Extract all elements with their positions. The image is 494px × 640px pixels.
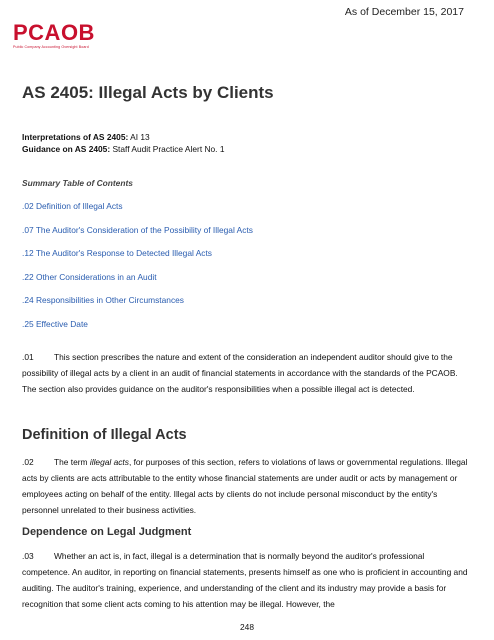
paragraph-text-before: The term xyxy=(54,457,90,467)
logo-wordmark: PCAOB xyxy=(13,20,95,45)
paragraph-text: Whether an act is, in fact, illegal is a determination that is normally beyond the auditor's professional competence. An auditor, in reporting on financial statements, presents himself as one who is proficient in accounting and auditing. The auditor's training, experience, and understanding of the client and its industry may provide a basis for recognition that some client acts coming to his attention may be illegal. However, the xyxy=(22,551,468,609)
paragraph-number: .02 xyxy=(22,457,34,467)
logo-subtitle: Public Company Accounting Oversight Board xyxy=(13,45,89,49)
paragraph-number: .01 xyxy=(22,352,34,362)
table-of-contents xyxy=(22,201,253,342)
toc-link-responsibilities[interactable]: .24 Responsibilities in Other Circumstances xyxy=(22,295,184,305)
subsection-heading-dependence: Dependence on Legal Judgment xyxy=(22,526,192,538)
paragraph-text: This section prescribes the nature and extent of the consideration an independent auditor should give to the possibility of illegal acts by a client in an audit of financial statements in accordance with the standards of the PCAOB. The section also provides guidance on the auditor's responsibilities when a possible illegal act is detected. xyxy=(22,352,458,394)
page-number: 248 xyxy=(240,622,254,632)
paragraph-02 xyxy=(22,454,474,518)
page-title: AS 2405: Illegal Acts by Clients xyxy=(22,83,274,102)
toc-link-consideration[interactable]: .07 The Auditor's Consideration of the Possibility of Illegal Acts xyxy=(22,224,253,235)
toc-heading: Summary Table of Contents xyxy=(22,178,133,188)
paragraph-number: .03 xyxy=(22,551,34,561)
paragraph-01 xyxy=(22,349,474,397)
interpretations-block xyxy=(22,131,225,155)
interpretations-line xyxy=(22,131,225,143)
interpretations-link[interactable]: AI 13 xyxy=(130,132,150,142)
interpretations-label: Interpretations of AS 2405: xyxy=(22,132,129,142)
pcaob-logo xyxy=(13,22,95,49)
toc-link-definition[interactable]: .02 Definition of Illegal Acts xyxy=(22,201,123,211)
guidance-link[interactable]: Staff Audit Practice Alert No. 1 xyxy=(112,144,225,154)
guidance-label: Guidance on AS 2405: xyxy=(22,144,111,154)
term-emphasis: illegal acts xyxy=(89,457,129,467)
toc-link-effective-date[interactable]: .25 Effective Date xyxy=(22,318,88,329)
toc-link-other-considerations[interactable]: .22 Other Considerations in an Audit xyxy=(22,271,157,282)
toc-link-response[interactable]: .12 The Auditor's Response to Detected Illegal Acts xyxy=(22,248,212,258)
paragraph-text-after: , for purposes of this section, refers to violations of laws or governmental regulations. Illegal acts by clients are acts attributable to the entity whose financial statements are under audit or acts by management or employees acting on behalf of the entity. Illegal acts by clients do not include personal misconduct by the entity's personnel unrelated to their business activities. xyxy=(22,457,468,515)
paragraph-03 xyxy=(22,548,474,612)
guidance-line xyxy=(22,143,225,155)
as-of-date: As of December 15, 2017 xyxy=(344,6,464,18)
section-heading-definition: Definition of Illegal Acts xyxy=(22,427,187,443)
